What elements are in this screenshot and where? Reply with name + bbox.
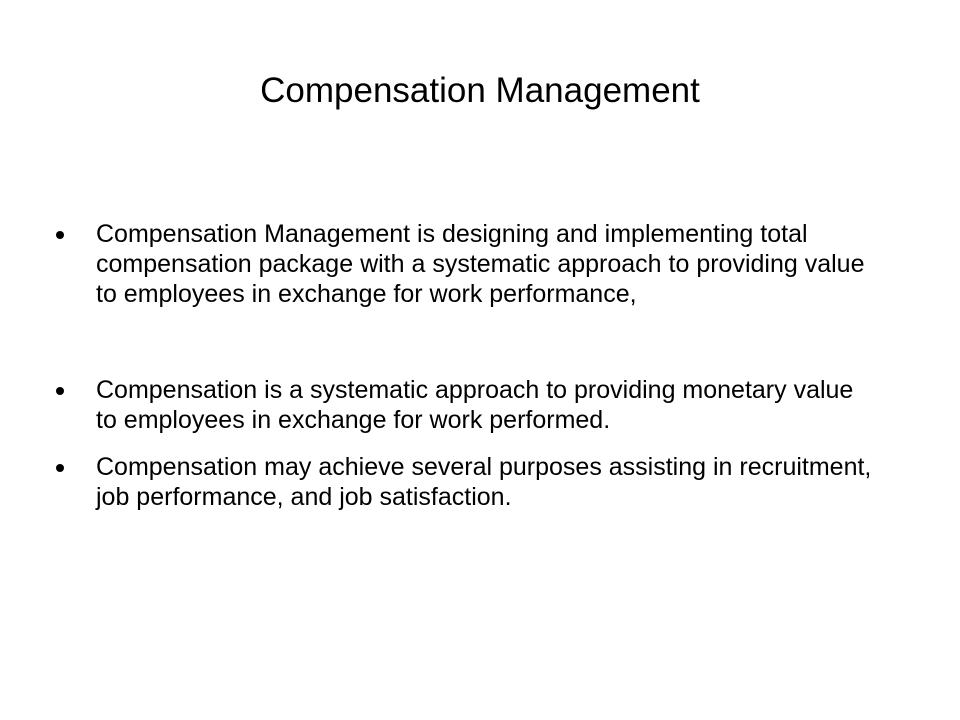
bullet-item [96,375,876,435]
bullet-item [96,219,876,309]
bullet-item [96,452,876,512]
bullet-dot-icon [56,464,64,472]
bullet-text: Compensation is a systematic approach to providing monetary value to employees in exchange for work performed. [96,376,854,434]
bullet-text: Compensation Management is designing and implementing total compensation package with a systematic approach to providing value to employees in exchange for work performance, [96,220,865,308]
bullet-dot-icon [56,231,64,239]
bullet-text: Compensation may achieve several purposes assisting in recruitment, job performance, and job satisfaction. [96,453,872,511]
bullet-list [96,219,876,512]
slide-title: Compensation Management [260,71,700,110]
bullet-dot-icon [56,387,64,395]
